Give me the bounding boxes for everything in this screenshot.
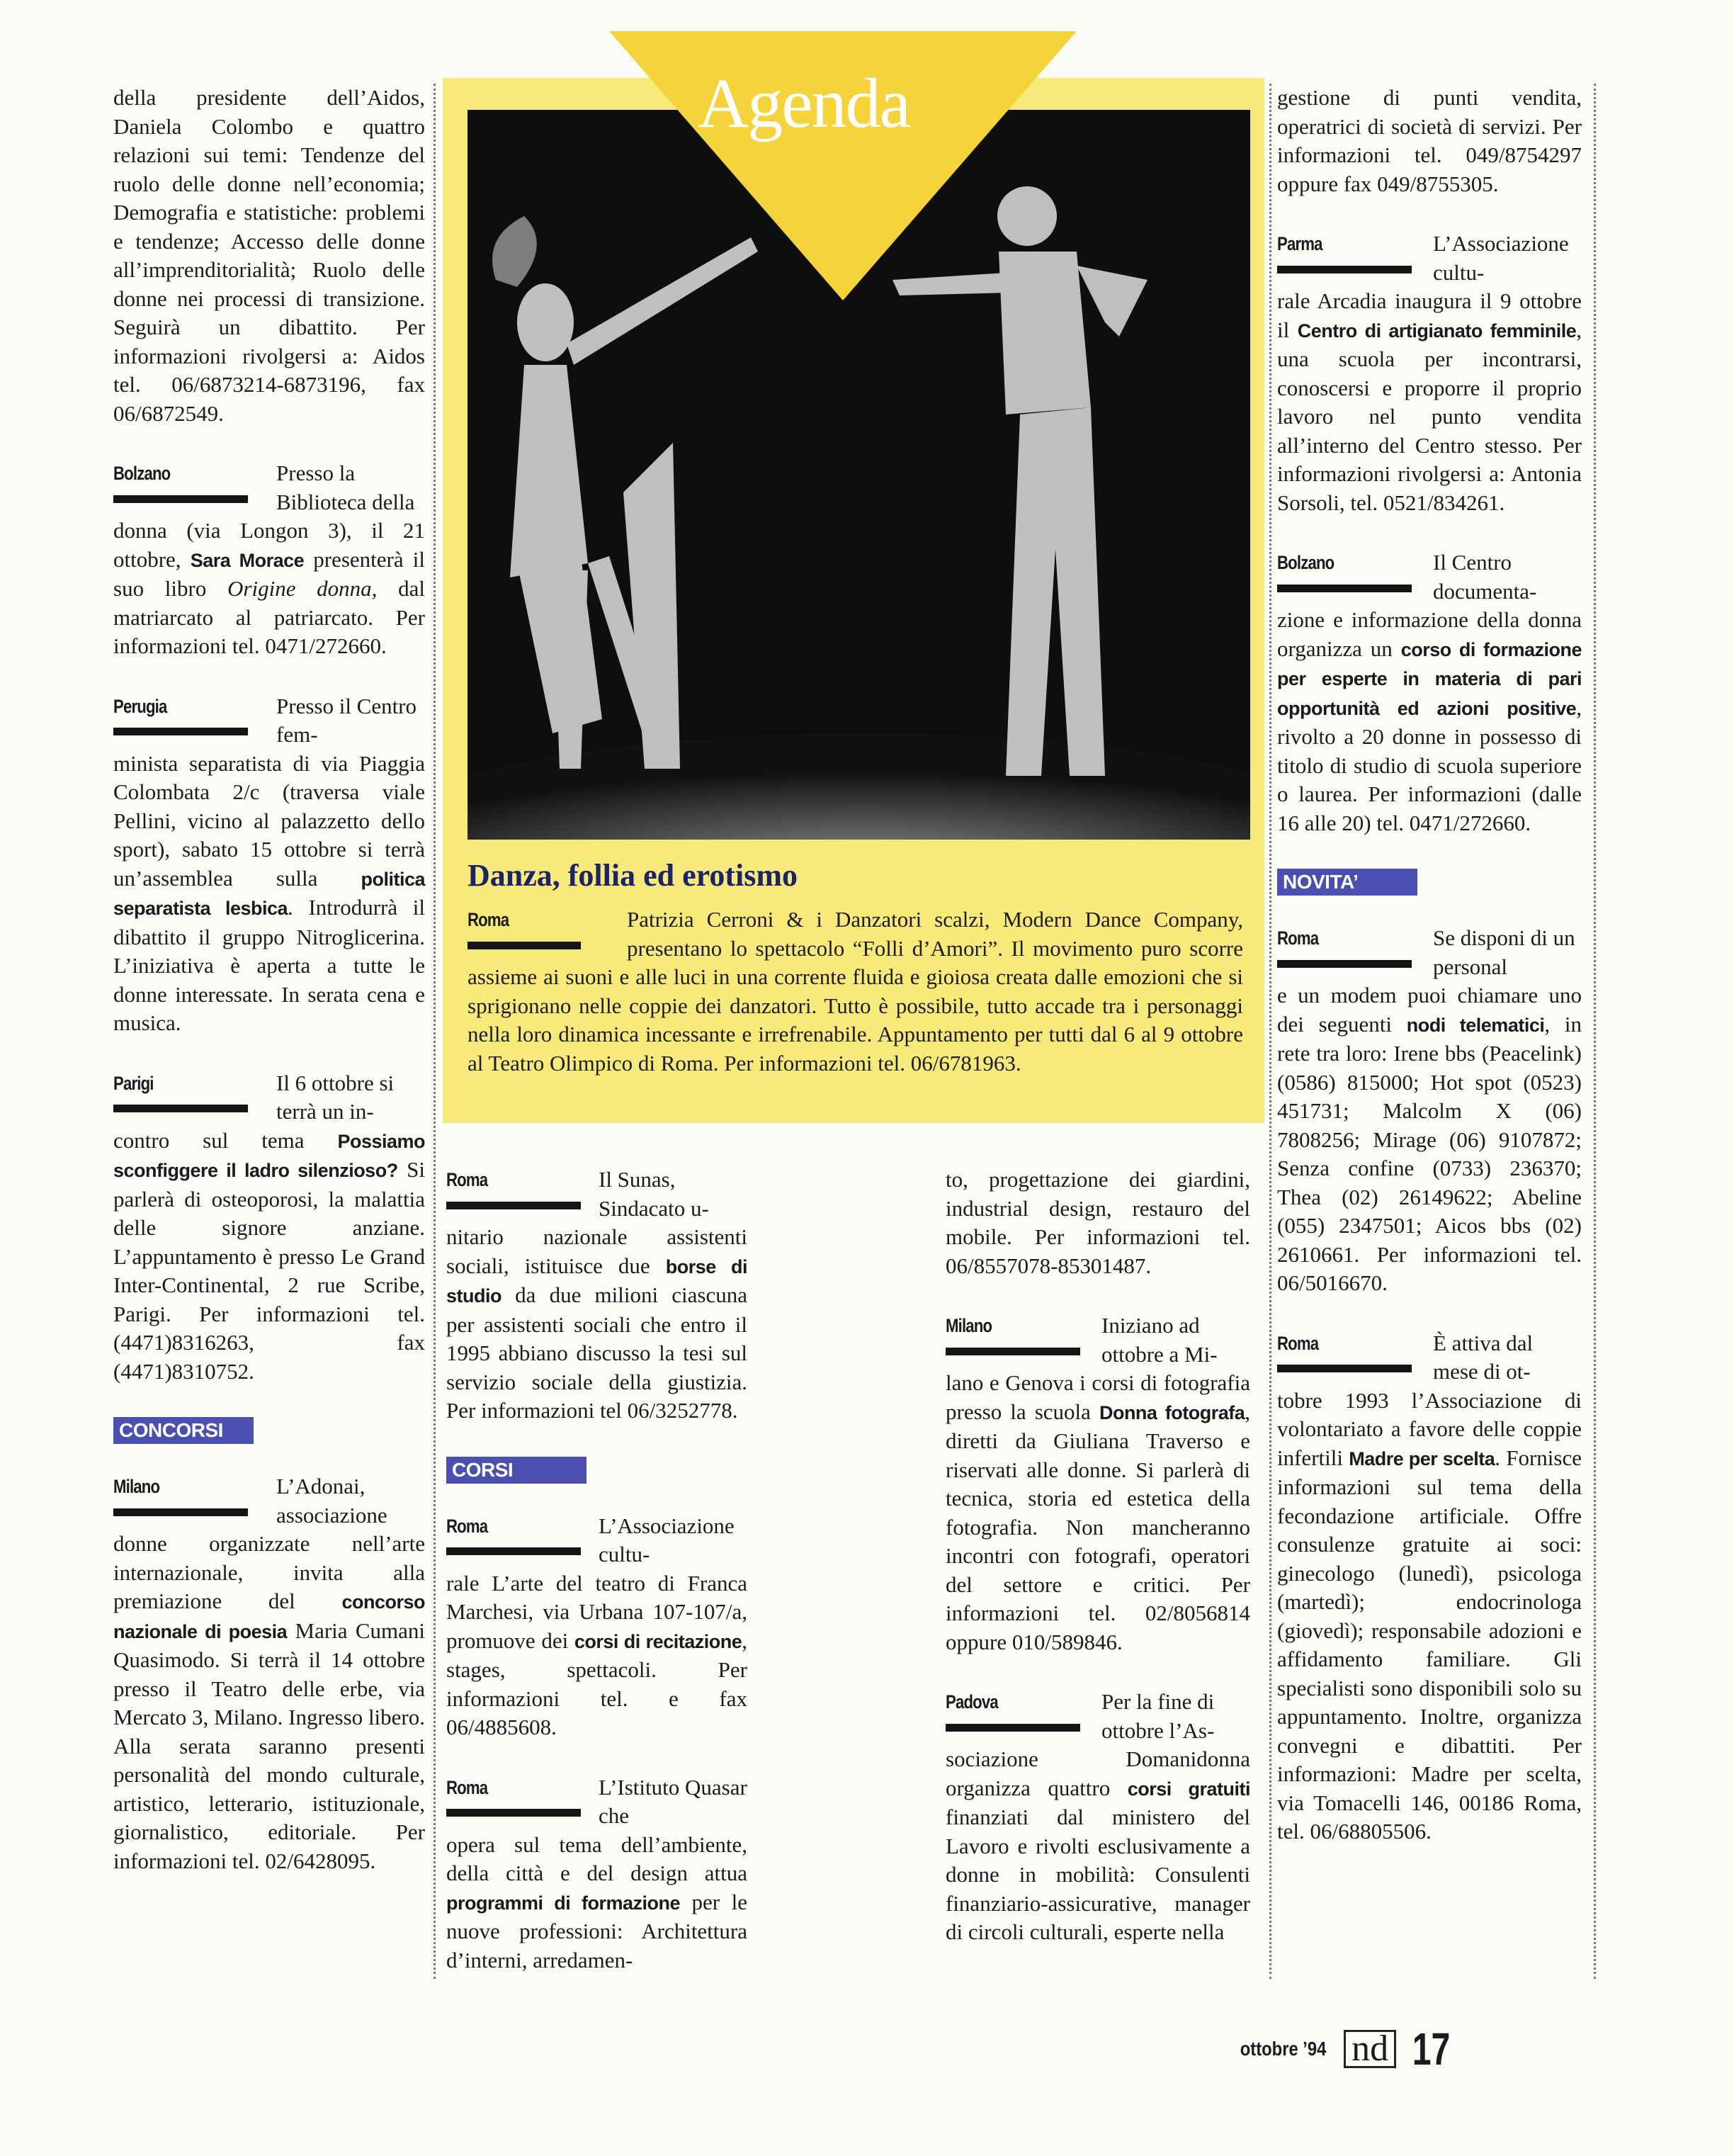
- feature-text: [468, 905, 1243, 1078]
- rule-bar: [446, 1202, 581, 1209]
- article-text: rale L’arte del teatro di Franca Marchesi, via Urbana 107-107/a, promuove dei corsi di recitazione, stages, spettacoli. Per informazioni tel. e fax 06/4885608.: [446, 1570, 747, 1739]
- article-lead: È attiva dal mese di ot-: [1433, 1330, 1534, 1384]
- article-text: opera sul tema dell’ambiente, della città e del design attua programmi di formazione per le nuove professioni: Architettura d’interni, arredamen-: [446, 1832, 747, 1972]
- article-text: to, progettazione dei giardini, industrial design, restauro del mobile. Per informazioni tel. 06/8557078-85301487.: [946, 1167, 1250, 1278]
- rule-bar: [113, 1105, 248, 1112]
- article-lead: Presso il Centro fem-: [276, 693, 417, 747]
- city-label: Roma: [446, 1776, 488, 1798]
- column-divider: [1269, 84, 1271, 1979]
- city-label: Bolzano: [113, 463, 171, 484]
- article-lead: Per la fine di ottobre l’As-: [1101, 1689, 1215, 1743]
- column-4: [1277, 84, 1582, 1878]
- section-concorsi: CONCORSI: [113, 1417, 254, 1444]
- article-lead: L’Adonai, associazione: [276, 1474, 387, 1528]
- article-lead: Il Centro documenta-: [1433, 550, 1537, 604]
- article-text: lano e Genova i corsi di fotografia presso la scuola Donna fotografa, diretti da Giuliana Traverso e riservati alle donne. Si parlerà di tecnica, storia ed estetica della fotografia. Non mancheranno incontri con fotografi, operatori del settore e critici. Per informazioni tel. 02/8056814 oppure 010/589846.: [946, 1370, 1250, 1654]
- article-text: sociazione Domanidonna organizza quattro corsi gratuiti finanziati dal ministero del Lavoro e rivolti esclusivamente a donne in mobilità: Consulenti finanziario-assicurative, manager di circoli culturali, esperte nella: [946, 1746, 1250, 1944]
- city-label: Padova: [946, 1691, 998, 1712]
- article: [446, 1773, 747, 1975]
- rule-bar: [1277, 585, 1412, 592]
- city-label: Roma: [446, 1169, 488, 1190]
- article: [1277, 230, 1582, 517]
- rule-bar: [113, 1508, 248, 1516]
- article-lead: Se disponi di un personal: [1433, 925, 1575, 979]
- article-text: minista separatista di via Piaggia Colombata 2/c (traversa viale Pellini, vicino al palazzetto dello sport), sabato 15 ottobre si terrà un’assemblea sulla politica separatista lesbica. Introdurrà il dibattito il gruppo Nitroglicerina. L’iniziativa è aperta a tutte le donne interessate. In serata cena e musica.: [113, 750, 425, 1035]
- page-footer: [1232, 2023, 1456, 2075]
- article: [1277, 924, 1582, 1298]
- article-text: gestione di punti vendita, operatrici di società di servizi. Per informazioni tel. 049/8754297 oppure fax 049/8755305.: [1277, 85, 1582, 196]
- article: [446, 1166, 747, 1426]
- article-text: donna (via Longon 3), il 21 ottobre, Sara Morace presenterà il suo libro Origine donna, dal matriarcato al patriarcato. Per informazioni tel. 0471/272660.: [113, 518, 425, 658]
- article-text: contro sul tema Possiamo sconfiggere il ladro silenzioso? Si parlerà di osteoporosi, la malattia delle signore anziane. L’appuntamento è presso Le Grand Inter-Continental, 2 rue Scribe, Parigi. Per informazioni tel. (4471)8316263, fax (4471)8310752.: [113, 1127, 425, 1384]
- article-text: tobre 1993 l’Associazione di volontariato a favore delle coppie infertili Madre per scelta. Fornisce informazioni sul tema della fecondazione artificiale. Offre consulenze gratuite ai soci: ginecologo (lunedì), psicologa (martedì); endocrinologa (giovedì); responsabile adozioni e affidamento familiare. Gli specialisti sono disponibili solo su appuntamento. Inoltre, organizza convegni e dibattiti. Per informazioni: Madre per scelta, via Tomacelli 146, 00186 Roma, tel. 06/68805506.: [1277, 1387, 1582, 1844]
- article: [946, 1166, 1250, 1280]
- article: [1277, 84, 1582, 198]
- city-label: Milano: [113, 1476, 160, 1497]
- article: [946, 1688, 1250, 1947]
- rule-bar: [446, 1547, 581, 1555]
- article-lead: L’Associazione cultu-: [599, 1513, 735, 1567]
- city-label: Perugia: [113, 695, 167, 717]
- article: [113, 84, 425, 428]
- rule-bar: [1277, 266, 1412, 273]
- article: [1277, 1329, 1582, 1846]
- article-lead: L’Istituto Quasar che: [599, 1774, 747, 1828]
- article: [446, 1512, 747, 1742]
- article-text: donne organizzate nell’arte internazionale, invita alla premiazione del concorso nazionale di poesia Maria Cumani Quasimodo. Si terrà il 14 ottobre presso il Teatro delle erbe, via Mercato 3, Milano. Ingresso libero. Alla serata saranno presenti personalità del mondo culturale, artistico, letterario, istituzionale, giornalistico, editoriale. Per informazioni tel. 02/6428095.: [113, 1531, 425, 1873]
- rule-bar: [446, 1809, 581, 1817]
- article-text: zione e informazione della donna organizza un corso di formazione per esperte in materia di pari opportunità ed azioni positive, rivolto a 20 donne in possesso di titolo di studio di scuola superiore o laurea. Per informazioni (dalle 16 alle 20) tel. 0471/272660.: [1277, 607, 1582, 835]
- article: [113, 1472, 425, 1875]
- rule-bar: [1277, 960, 1412, 968]
- city-label: Roma: [1277, 1332, 1319, 1354]
- section-corsi: CORSI: [446, 1457, 586, 1484]
- page-number: 17: [1412, 2024, 1451, 2075]
- article-lead: Il 6 ottobre si terrà un in-: [276, 1070, 395, 1124]
- column-divider: [434, 84, 436, 1979]
- article-text: e un modem puoi chiamare uno dei seguenti nodi telematici, in rete tra loro: Irene bbs (Peacelink) (0586) 815000; Hot spot (0523) 451731; Malcolm X (06) 7808256; Mirage (06) 9107872; Senza confine (0733) 236370; Thea (02) 26149622; Abeline (055) 2347501; Aicos bbs (02) 2610661. Per informazioni tel. 06/5016670.: [1277, 983, 1582, 1295]
- page-title: Agenda: [698, 64, 910, 142]
- column-1: [113, 84, 425, 1907]
- article: [1277, 548, 1582, 837]
- article-lead: Il Sunas, Sindacato u-: [599, 1167, 709, 1221]
- rule-bar: [468, 942, 581, 949]
- column-2: [446, 1166, 747, 2006]
- article-lead: L’Associazione cultu-: [1433, 231, 1569, 285]
- rule-bar: [113, 495, 248, 503]
- article: [113, 459, 425, 661]
- column-divider: [1594, 84, 1596, 1979]
- article: [113, 692, 425, 1038]
- rule-bar: [113, 728, 248, 735]
- article: [946, 1311, 1250, 1656]
- feature-title: Danza, follia ed erotismo: [468, 858, 798, 893]
- rule-bar: [946, 1724, 1080, 1732]
- city-label: Roma: [468, 909, 509, 930]
- magazine-logo: nd: [1344, 2030, 1396, 2068]
- article-text: rale Arcadia inaugura il 9 ottobre il Centro di artigianato femminile, una scuola per incontrarsi, conoscersi e proporre il proprio lavoro nel punto vendita all’interno del Centro stesso. Per informazioni rivolgersi a: Antonia Sorsoli, tel. 0521/834261.: [1277, 288, 1582, 515]
- column-3: [946, 1166, 1250, 1978]
- city-label: Bolzano: [1277, 552, 1334, 573]
- rule-bar: [946, 1348, 1080, 1355]
- article-text: della presidente dell’Aidos, Daniela Colombo e quattro relazioni sui temi: Tendenze del ruolo delle donne nell’economia; Demografia e statistiche: problemi e tendenze; Accesso delle donne all’imprenditorialità; Ruolo delle donne nei processi di transizione. Seguirà un dibattito. Per informazioni rivolgersi a: Aidos tel. 06/6873214-6873196, fax 06/6872549.: [113, 85, 425, 426]
- city-label: Roma: [446, 1515, 488, 1537]
- feature-paragraph: Patrizia Cerroni & i Danzatori scalzi, Modern Dance Company, presentano lo spettacolo “Folli d’Amori”. Il movimento puro scorre assieme ai suoni e alle luci in una corrente fluida e gioiosa creata dalle emozioni che si sprigionano nelle coppie dei danzatori. Tutto è possibile, tutto accade tra i personaggi nella loro dinamica incessante e irrefrenabile. Appuntamento per tutti dal 6 al 9 ottobre al Teatro Olimpico di Roma. Per informazioni tel. 06/6781963.: [468, 907, 1243, 1076]
- article: [113, 1069, 425, 1387]
- rule-bar: [1277, 1365, 1412, 1372]
- article-lead: Iniziano ad ottobre a Mi-: [1101, 1313, 1218, 1367]
- city-label: Roma: [1277, 927, 1319, 949]
- city-label: Parigi: [113, 1072, 154, 1094]
- city-label: Parma: [1277, 233, 1322, 254]
- article-text: nitario nazionale assistenti sociali, istituisce due borse di studio da due milioni ciascuna per assistenti sociali che entro il 1995 abbiano discusso la tesi sul servizio sociale della giustizia. Per informazioni tel 06/3252778.: [446, 1224, 747, 1423]
- city-label: Milano: [946, 1315, 992, 1336]
- issue-date: ottobre ’94: [1240, 2038, 1327, 2060]
- article-lead: Presso la Biblioteca della: [276, 461, 415, 514]
- section-novita: NOVITA’: [1277, 869, 1417, 896]
